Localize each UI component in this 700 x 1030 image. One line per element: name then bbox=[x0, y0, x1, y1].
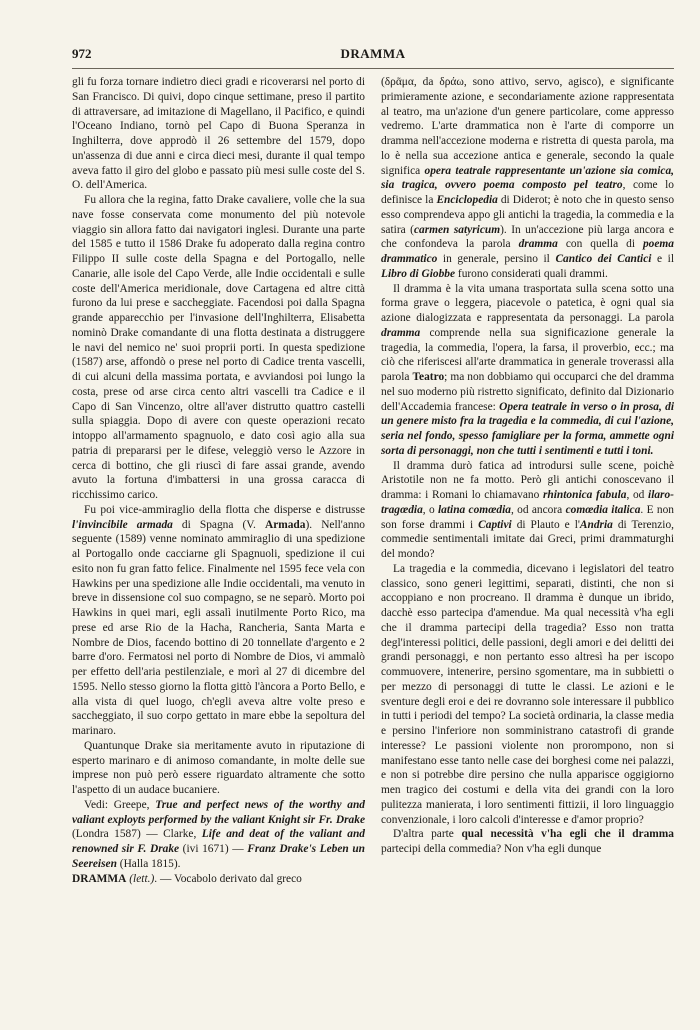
text-span: con quella di bbox=[557, 238, 643, 251]
text-span: di Spagna (V. bbox=[172, 518, 265, 531]
emphasis-term: latina comœdia bbox=[438, 503, 511, 516]
paragraph bbox=[72, 503, 365, 739]
reference-title: Life and deat of the valiant and renowned sir F. Drake bbox=[72, 828, 365, 855]
paragraph: Fu allora che la regina, fatto Drake cavaliere, volle che la sua nave fosse conservata come monumento del più notevole viaggio sin allora fatto dai navigatori inglesi. Durante una parte del 1585 e tutto il 1586 Drake fu adoperato dalla regina contro Filippo II sulle coste della Spagna e del Portogallo, nelle Canarie, alle isole del Capo Verde, alle Indie occidentali e sulle coste dell'America meridionale, dove Cartagena ed altre città furono da lui prese e saccheggiate. Facendosi poi dalla Spagna grande apparecchio per l'invasione dell'Inghilterra, Elisabetta nominò Drake comandante di una flotta destinata a distruggere le navi del nemico ne' suoi proprii porti. In questa spedizione (1587) arse, affondò o prese nel porto di Cadice trenta vascelli, di cui alcuni della massima portata, e avviandosi poi lungo la costa, prese od arse circa cento altri vascelli tra Cadice e il Capo di San Vincenzo, oltre all'aver distrutto quattro castelli sulla spiaggia. Dopo di avere con queste operazioni recato intoppo all'armamento spagnuolo, e dato così agio alla sua patria di prepararsi per le difese, veleggiò verso le Azzore in cerca di bottino, che gli riuscì di fare assai grande, avendo avuto la fortuna d'imbattersi in una grossa caracca di ricchissimo carico. bbox=[72, 194, 365, 501]
cross-reference: Teatro bbox=[412, 371, 445, 383]
emphasis-term: Captivi bbox=[478, 518, 512, 531]
left-column bbox=[72, 75, 365, 886]
text-span: . E non son forse drammi i bbox=[381, 503, 674, 531]
paragraph bbox=[381, 282, 674, 459]
emphasis-term: Cantico dei Cantici bbox=[555, 253, 652, 265]
text-span: , o bbox=[422, 503, 438, 516]
text-span: di Terenzio, commedie sentimentali imitate dai Greci, primi drammaturghi del mondo? bbox=[381, 518, 675, 560]
paragraph bbox=[381, 827, 674, 857]
emphasis-term: l'invincibile armada bbox=[72, 518, 173, 531]
right-column bbox=[381, 75, 674, 886]
references bbox=[72, 798, 365, 872]
text-span: partecipi della commedia? Non v'ha egli dunque bbox=[381, 843, 602, 855]
text-span: ). Nell'anno seguente (1589) venne nominato ammiraglio di una spedizione al Portogallo onde cacciarne gli Spagnuoli, spedizione il cui esito non fu gran fatto felice. Finalmente nel 1595 fece vela con Hawkins per una spedizione alle Indie occidentali, ma venuto in breve in dissensione col suo compagno, se ne separò. Morto poi Hawkins in quei mari, egli assalì inutilmente Porto Rico, ma prese ed arse Rio de la Hacha, Rancheria, Santa Marta e Nombre de Dios, facendo bottino di 20 tonnellate d'argento e 2 barre d'oro. Fermatosi nel porto di Nombre de Dios, vi ammalò per effetto dell'aria pestilenziale, e morì al 27 di dicembre del 1595. Nello stesso giorno la flotta gittò l'àncora a Porto Bello, e alla vista di quel luogo, ch'egli aveva altre volte preso e saccheggiato, il suo corpo gettato in mare ebbe la sepoltura del marinaro. bbox=[72, 518, 365, 737]
emphasis-term: dramma bbox=[381, 326, 421, 339]
emphasis-term: ilaro-tragœdia bbox=[381, 489, 674, 516]
paragraph: gli fu forza tornare indietro dieci gradi e ricoverarsi nel porto di San Francisco. Di quivi, dopo cinque settimane, preso il partito di attraversare, ad imitazione di Magellano, il Pacifico, e quindi l'Oceano Indiano, tornò pel Capo di Buona Speranza in Inghilterra, dove approdò il 26 settembre del 1579, dopo un'assenza di due anni e circa dieci mesi, durante il qual tempo aveva fatto il giro del globo e passato più mesi sulle coste del S. O. dell'America. bbox=[72, 76, 365, 192]
running-head: DRAMMA bbox=[340, 46, 406, 61]
emphasis-term: Opera teatrale in verso o in prosa, di un genere misto fra la tragedia e la commedia, di cui l'azione, seria nel fondo, spesso famigliare per la forma, ammette ogni sorta di personaggi, non che tutti i sentimenti e tutti i toni. bbox=[381, 400, 674, 457]
emphasis-term: comœdia italica bbox=[565, 503, 641, 516]
text-span: (δρᾶμα, da δράω, sono attivo, servo, agisco), e significante primieramente azione, e secondariamente azione rappresentata al teatro, ma un'azione d'un genere particolare, come appresso vedremo. L'arte drammatica non è l'arte di comporre un dramma nell'accezione moderna e ristretta di questa parola, ma lo è nella sua accezione antica e generale, secondo la quale significa bbox=[381, 76, 674, 177]
text-span: Il dramma è la vita umana trasportata sulla scena sotto una forma grave o leggera, piacevole o patetica, è ogni qual sia azione dialogizzata e rappresentata da personaggi. La parola bbox=[381, 282, 674, 324]
text-span: (Halla 1815). bbox=[116, 857, 181, 870]
text-span: furono considerati quali drammi. bbox=[455, 267, 608, 280]
text-span: ; ma non dobbiamo qui occuparci che del dramma nel suo moderno più ristretto significato, definito dal Dizionario dell'Accademia francese: bbox=[381, 371, 674, 413]
text-span: in generale, persino il bbox=[437, 253, 556, 265]
text-span: , come lo definisce la bbox=[381, 179, 674, 206]
paragraph: Quantunque Drake sia meritamente avuto in riputazione di esperto marinaro e di animoso comandante, in molte delle sue imprese non può però essere riguardato altramente che sotto l'aspetto di un audace bucaniere. bbox=[72, 739, 365, 796]
emphasis-term: dramma bbox=[518, 238, 558, 251]
emphasis-term: Libro di Giobbe bbox=[381, 267, 456, 280]
paragraph bbox=[381, 75, 674, 282]
entry-category: (lett.) bbox=[129, 872, 155, 885]
text-span: , od bbox=[626, 489, 649, 501]
text-span: e il bbox=[651, 253, 674, 265]
text-span: , od ancora bbox=[510, 503, 566, 516]
text-columns bbox=[72, 75, 674, 886]
text-span: . — Vocabolo derivato dal greco bbox=[154, 872, 302, 885]
paragraph: La tragedia e la commedia, dicevano i legislatori del teatro classico, sono generi legittimi, separati, distinti, che non si accoppiano e non procreano. Il dramma è dunque un ibrido, dacchè esso partecipa d'amendue. Ma qual necessità v'ha egli che il dramma partecipi della tragedia? Esso non tratta degl'interessi politici, delle passioni, degli amori e dei delitti dei grandi personaggi, e non pertanto esso altresì ha per iscopo commuovere, intenerire, persino sgomentare, ma in subbietti o per mezzo di personaggi di tutte le classi. Le azioni e le sventure degli eroi e dei re dovranno sole interessare il pubblico in tutti i periodi del tempo? La società ordinaria, la classe media e persino l'inferiore non somministrano catastrofi di grande interesse? Le passioni violente non prorompono, non si manifestano esse tanto nelle case dei borghesi come nei palazzi, e non si potrebbe dire persino che nulla apparisce oggigiorno men tragico dei costumi e della vita dei grandi con la loro pulitezza manierata, i loro sentimenti fittizii, il loro linguaggio convenzionale, i loro calcoli d'interesse e d'amor proprio? bbox=[381, 562, 674, 826]
emphasis-term: opera teatrale rappresentante un'azione sia comica, sia tragica, ovvero poema composto pel teatro bbox=[381, 164, 674, 192]
entry-headword: DRAMMA bbox=[72, 872, 127, 885]
text-span: Fu poi vice-ammiraglio della flotta che disperse e distrusse bbox=[84, 503, 365, 516]
emphasis-term: Andria bbox=[579, 518, 613, 531]
text-span: ). In un'accezione più larga ancora e che confondeva la parola bbox=[381, 223, 674, 251]
emphasis-term: qual necessità v'ha egli che il dramma bbox=[461, 828, 674, 841]
text-span: (Londra 1587) — Clarke, bbox=[72, 828, 202, 841]
text-span: di Plauto e l' bbox=[511, 518, 580, 531]
paragraph bbox=[381, 459, 674, 562]
reference-title: True and perfect news of the worthy and valiant exployts performed by the valiant Knight sir Fr. Drake bbox=[72, 798, 365, 826]
text-span: comprende nella sua significazione generale la tragedia, la commedia, l'opera, la farsa, il proverbio, ecc.; ma ciò che riferiscesi all'arte drammatica in generale troverassi alla parola bbox=[381, 326, 674, 383]
emphasis-term: Enciclopedia bbox=[436, 194, 498, 206]
emphasis-term: carmen satyricum bbox=[413, 223, 501, 236]
text-span: Vedi: Greepe, bbox=[84, 798, 156, 811]
text-span: (ivi 1671) — bbox=[179, 843, 248, 855]
text-span: di Diderot; è noto che in questo senso esso comprendeva appo gli antichi la tragedia, la commedia e la satira ( bbox=[381, 194, 675, 236]
page-header bbox=[72, 44, 674, 69]
text-span: Il dramma durò fatica ad introdursi sulle scene, poichè Aristotile non ne fa motto. Però gli antichi conoscevano il dramma: i Romani lo chiamavano bbox=[381, 459, 674, 501]
emphasis-term: rhintonica fabula bbox=[543, 489, 627, 501]
text-span: D'altra parte bbox=[393, 828, 462, 841]
page-number: 972 bbox=[72, 46, 92, 61]
emphasis-term: poema drammatico bbox=[381, 238, 674, 265]
cross-reference: Armada bbox=[264, 518, 306, 531]
reference-title: Franz Drake's Leben un Seereisen bbox=[72, 843, 365, 870]
entry-start bbox=[72, 872, 365, 887]
